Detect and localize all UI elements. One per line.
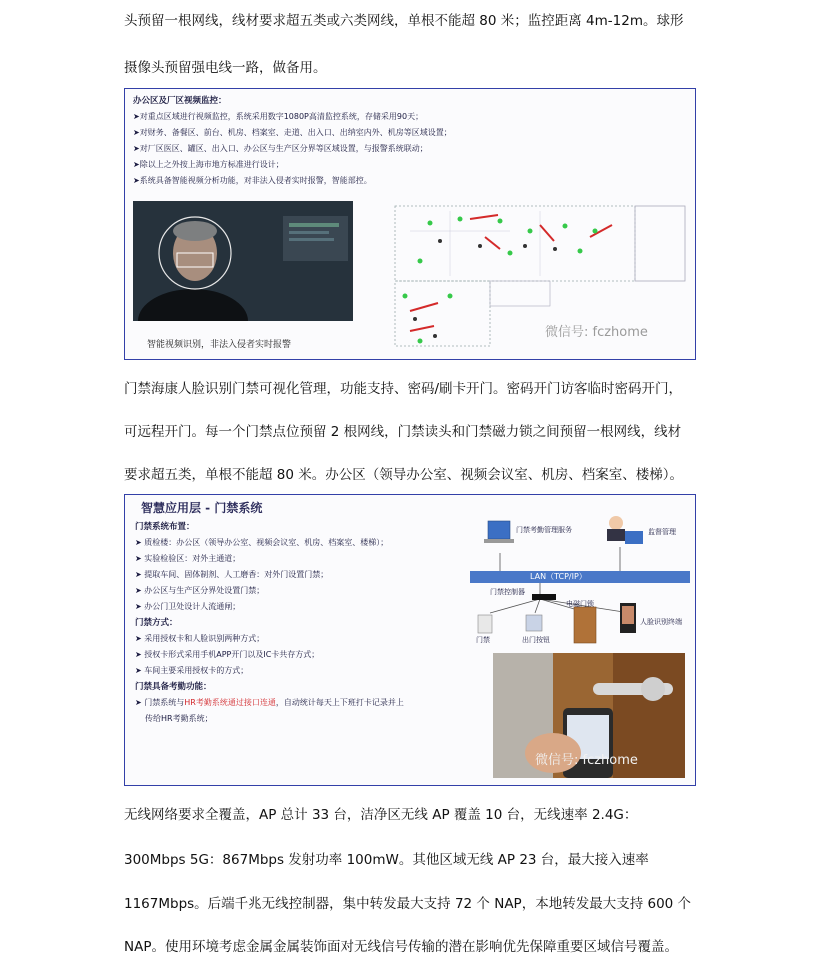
cctv-bullet: ➤系统具备智能视频分析功能，对非法入侵者实时报警，智能部控。 [133,176,372,185]
body-text-line: 摄像头预留强电线一路，做备用。 [124,60,327,76]
body-text-line: 1167Mbps。后端千兆无线控制器，集中转发最大支持 72 个 NAP，本地转发最大支持 600 个 [124,896,692,912]
topology-label: 电磁门锁 [566,600,594,608]
topology-label: 人脸识别终端 [640,618,682,626]
access-item: ➤ 授权卡形式采用手机APP开门以及IC卡共存方式； [135,650,320,659]
cctv-bullet: ➤对重点区域进行视频监控，系统采用数字1080P高清监控系统，存储采用90天； [133,112,424,121]
body-text-line: 300Mbps 5G：867Mbps 发射功率 100mW。其他区域无线 AP 23 台，最大接入速率 [124,852,649,868]
body-text-line: 要求超五类，单根不能超 80 米。办公区（领导办公室、视频会议室、机房、档案室、楼梯）。 [124,467,684,483]
cctv-bullet: ➤对厂区医区、罐区、出入口、办公区与生产区分界等区域设置，与报警系统联动； [133,144,428,153]
cctv-bullet: ➤除以上之外按上海市地方标准进行设计； [133,160,284,169]
topology-label: 门禁考勤管理服务 [516,526,572,534]
topology-label: 门禁控制器 [490,588,525,596]
access-text-block [135,519,404,727]
body-text-line: 门禁海康人脸识别门禁可视化管理，功能支持、密码/刷卡开门。密码开门访客临时密码开门， [124,381,683,397]
access-section-heading: 门禁具备考勤功能： [135,682,212,692]
access-item: ➤ 车间主要采用授权卡的方式； [135,666,249,675]
access-section-heading: 门禁系统布置： [135,522,195,532]
topology-label: 门禁 [476,636,490,644]
access-item-highlight: HR考勤系统通过接口连通 [184,698,276,707]
access-item: ➤ 实验检验区：对外主通道； [135,554,241,563]
access-item-text: ➤ 门禁系统与 [135,698,185,707]
cctv-bullet: ➤对财务、备餐区、前台、机房、档案室、走道、出入口、出纳室内外、机房等区域设置； [133,128,452,137]
cctv-heading: 办公区及厂区视频监控： [133,96,227,106]
body-text-line: 可远程开门。每一个门禁点位预留 2 根网线，门禁读头和门禁磁力锁之间预留一根网线，线材 [124,424,682,440]
body-text-line: NAP。使用环境考虑金属金属装饰面对无线信号传输的潜在影响优先保障重要区域信号覆盖。 [124,939,678,955]
access-item: ➤ 提取车间、固体制剂、人工磨香：对外门设置门禁； [135,570,329,579]
access-item: 传给HR考勤系统； [145,714,213,723]
access-topology-diagram [470,513,690,648]
access-item: ➤ 办公区与生产区分界处设置门禁； [135,586,265,595]
access-item [135,695,404,711]
access-item: ➤ 办公门卫处设计人流通闸； [135,602,241,611]
access-watermark: 微信号: fczhome [535,753,638,768]
access-figure-title: 智慧应用层 - 门禁系统 [141,501,263,515]
face-recognition-photo [133,201,353,321]
body-text-line: 无线网络要求全覆盖，AP 总计 33 台，洁净区无线 AP 覆盖 10 台，无线速率 2.4G： [124,807,638,823]
body-text-line: 头预留一根网线，线材要求超五类或六类网线，单根不能超 80 米；监控距离 4m-12m。球形 [124,13,684,29]
topology-label: 出门按钮 [522,636,550,644]
access-item-text: ，自动统计每天上下班打卡记录并上 [275,698,404,707]
lan-label: LAN（TCP/IP） [530,572,587,581]
access-item: ➤ 采用授权卡和人脸识别两种方式； [135,634,265,643]
face-photo-illustration [133,201,353,321]
topology-label: 监督管理 [648,528,676,536]
cctv-text-block [133,93,452,189]
access-control-figure [124,494,696,786]
face-photo-caption: 智能视频识别，非法入侵者实时报警 [147,340,292,350]
cctv-watermark: 微信号: fczhome [545,325,648,340]
access-section-heading: 门禁方式： [135,618,178,628]
cctv-figure [124,88,696,360]
access-item: ➤ 质检楼：办公区（领导办公室、视频会议室、机房、档案室、楼梯）； [135,538,389,547]
